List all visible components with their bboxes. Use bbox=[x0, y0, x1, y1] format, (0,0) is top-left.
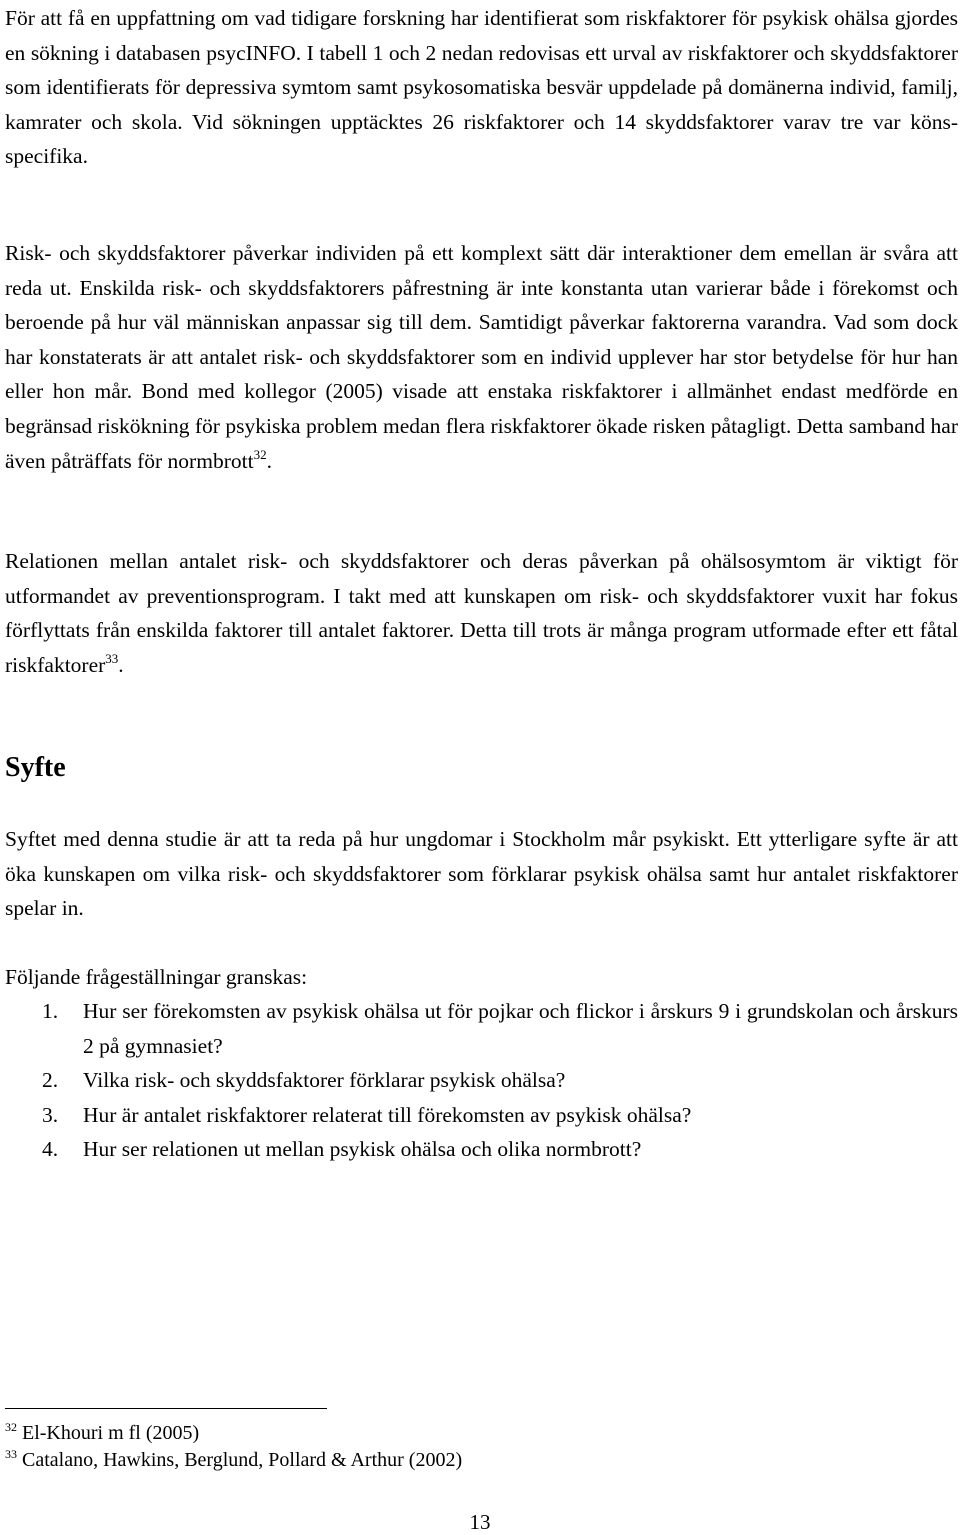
list-item-number: 2. bbox=[42, 1068, 59, 1093]
list-item-number: 1. bbox=[42, 999, 59, 1023]
footnote-32 bbox=[5, 1420, 958, 1447]
footnote-ref-33[interactable]: 33 bbox=[105, 650, 119, 666]
list-item-text: Hur ser förekomsten av psykisk ohälsa ut för pojkar och flickor i årskurs 9 i grundskolan och årskurs 2 på gymnasiet? bbox=[83, 999, 958, 1058]
footnote-text: Catalano, Hawkins, Berglund, Pollard & Arthur (2002) bbox=[22, 1449, 463, 1471]
paragraph-prevention bbox=[5, 544, 958, 682]
list-item-text: Vilka risk- och skyddsfaktorer förklarar psykisk ohälsa? bbox=[83, 1068, 566, 1093]
list-item-number: 3. bbox=[42, 1102, 59, 1127]
paragraph-risk-protective-end: . bbox=[266, 448, 272, 473]
footnote-number: 33 bbox=[5, 1447, 17, 1461]
paragraph-prevention-text: Relationen mellan antalet risk- och skyddsfaktorer och deras påverkan på ohälsosymtom är viktigt för utformandet av preventionsprogram. I takt med att kunskapen om risk- och skyddsfaktorer vuxit har fokus förflyttats från enskilda faktorer till antalet faktorer. Detta till trots är många program utformade efter ett fåtal riskfaktorer bbox=[5, 549, 958, 677]
footnote-33 bbox=[5, 1447, 958, 1474]
footnote-text: El-Khouri m fl (2005) bbox=[22, 1422, 200, 1444]
list-item bbox=[5, 1132, 958, 1167]
footnotes bbox=[5, 1420, 958, 1474]
list-item-text: Hur ser relationen ut mellan psykisk ohälsa och olika normbrott? bbox=[83, 1137, 642, 1162]
research-questions-list bbox=[5, 994, 958, 1167]
list-item-text: Hur är antalet riskfaktorer relaterat till förekomsten av psykisk ohälsa? bbox=[83, 1102, 692, 1127]
paragraph-intro: För att få en uppfattning om vad tidigare forskning har identifierat som riskfaktorer för psykisk ohälsa gjordes en sökning i databasen psycINFO. I tabell 1 och 2 nedan redovisas ett urval av riskfaktorer och skyddsfaktorer som identifierats för depressiva symtom samt psykosomatiska besvär uppdelade på domänerna individ, familj, kamrater och skola. Vid sökningen upptäcktes 26 riskfaktorer och 14 skyddsfaktorer varav tre var könsspecifika. bbox=[5, 6, 958, 169]
list-item-number: 4. bbox=[42, 1137, 59, 1162]
list-item bbox=[5, 1098, 958, 1133]
list-item bbox=[5, 1063, 958, 1098]
footnote-divider bbox=[5, 1408, 327, 1409]
section-heading-syfte: Syfte bbox=[5, 752, 66, 783]
paragraph-purpose: Syftet med denna studie är att ta reda på hur ungdomar i Stockholm mår psykiskt. Ett ytterligare syfte är att öka kunskapen om vilka risk- och skyddsfaktorer som förklarar psykisk ohälsa samt hur antalet riskfaktorer spelar in. bbox=[5, 827, 958, 921]
footnote-number: 32 bbox=[5, 1420, 17, 1434]
footnote-ref-32[interactable]: 32 bbox=[253, 446, 267, 462]
paragraph-questions-intro: Följande frågeställningar granskas: bbox=[5, 965, 308, 989]
paragraph-prevention-end: . bbox=[118, 652, 124, 677]
paragraph-risk-protective bbox=[5, 236, 958, 478]
page-number: 13 bbox=[469, 1510, 491, 1534]
paragraph-risk-protective-text: Risk- och skyddsfaktorer påverkar individen på ett komplext sätt där interaktioner dem emellan är svåra att reda ut. Enskilda risk- och skyddsfaktorers påfrestning är inte konstanta utan varierar både i förekomst och beroende på hur väl människan anpassar sig till dem. Samtidigt påverkar faktorerna varandra. Vad som dock har konstaterats är att antalet risk- och skyddsfaktorer som en individ upplever har stor betydelse för hur han eller hon mår. Bond med kollegor (2005) visade att enstaka riskfaktorer i allmänhet endast medförde en begränsad riskökning för psykiska problem medan flera riskfaktorer ökade risken påtagligt. Detta samband har även påträffats för normbrott bbox=[5, 241, 958, 473]
list-item bbox=[5, 994, 958, 1063]
